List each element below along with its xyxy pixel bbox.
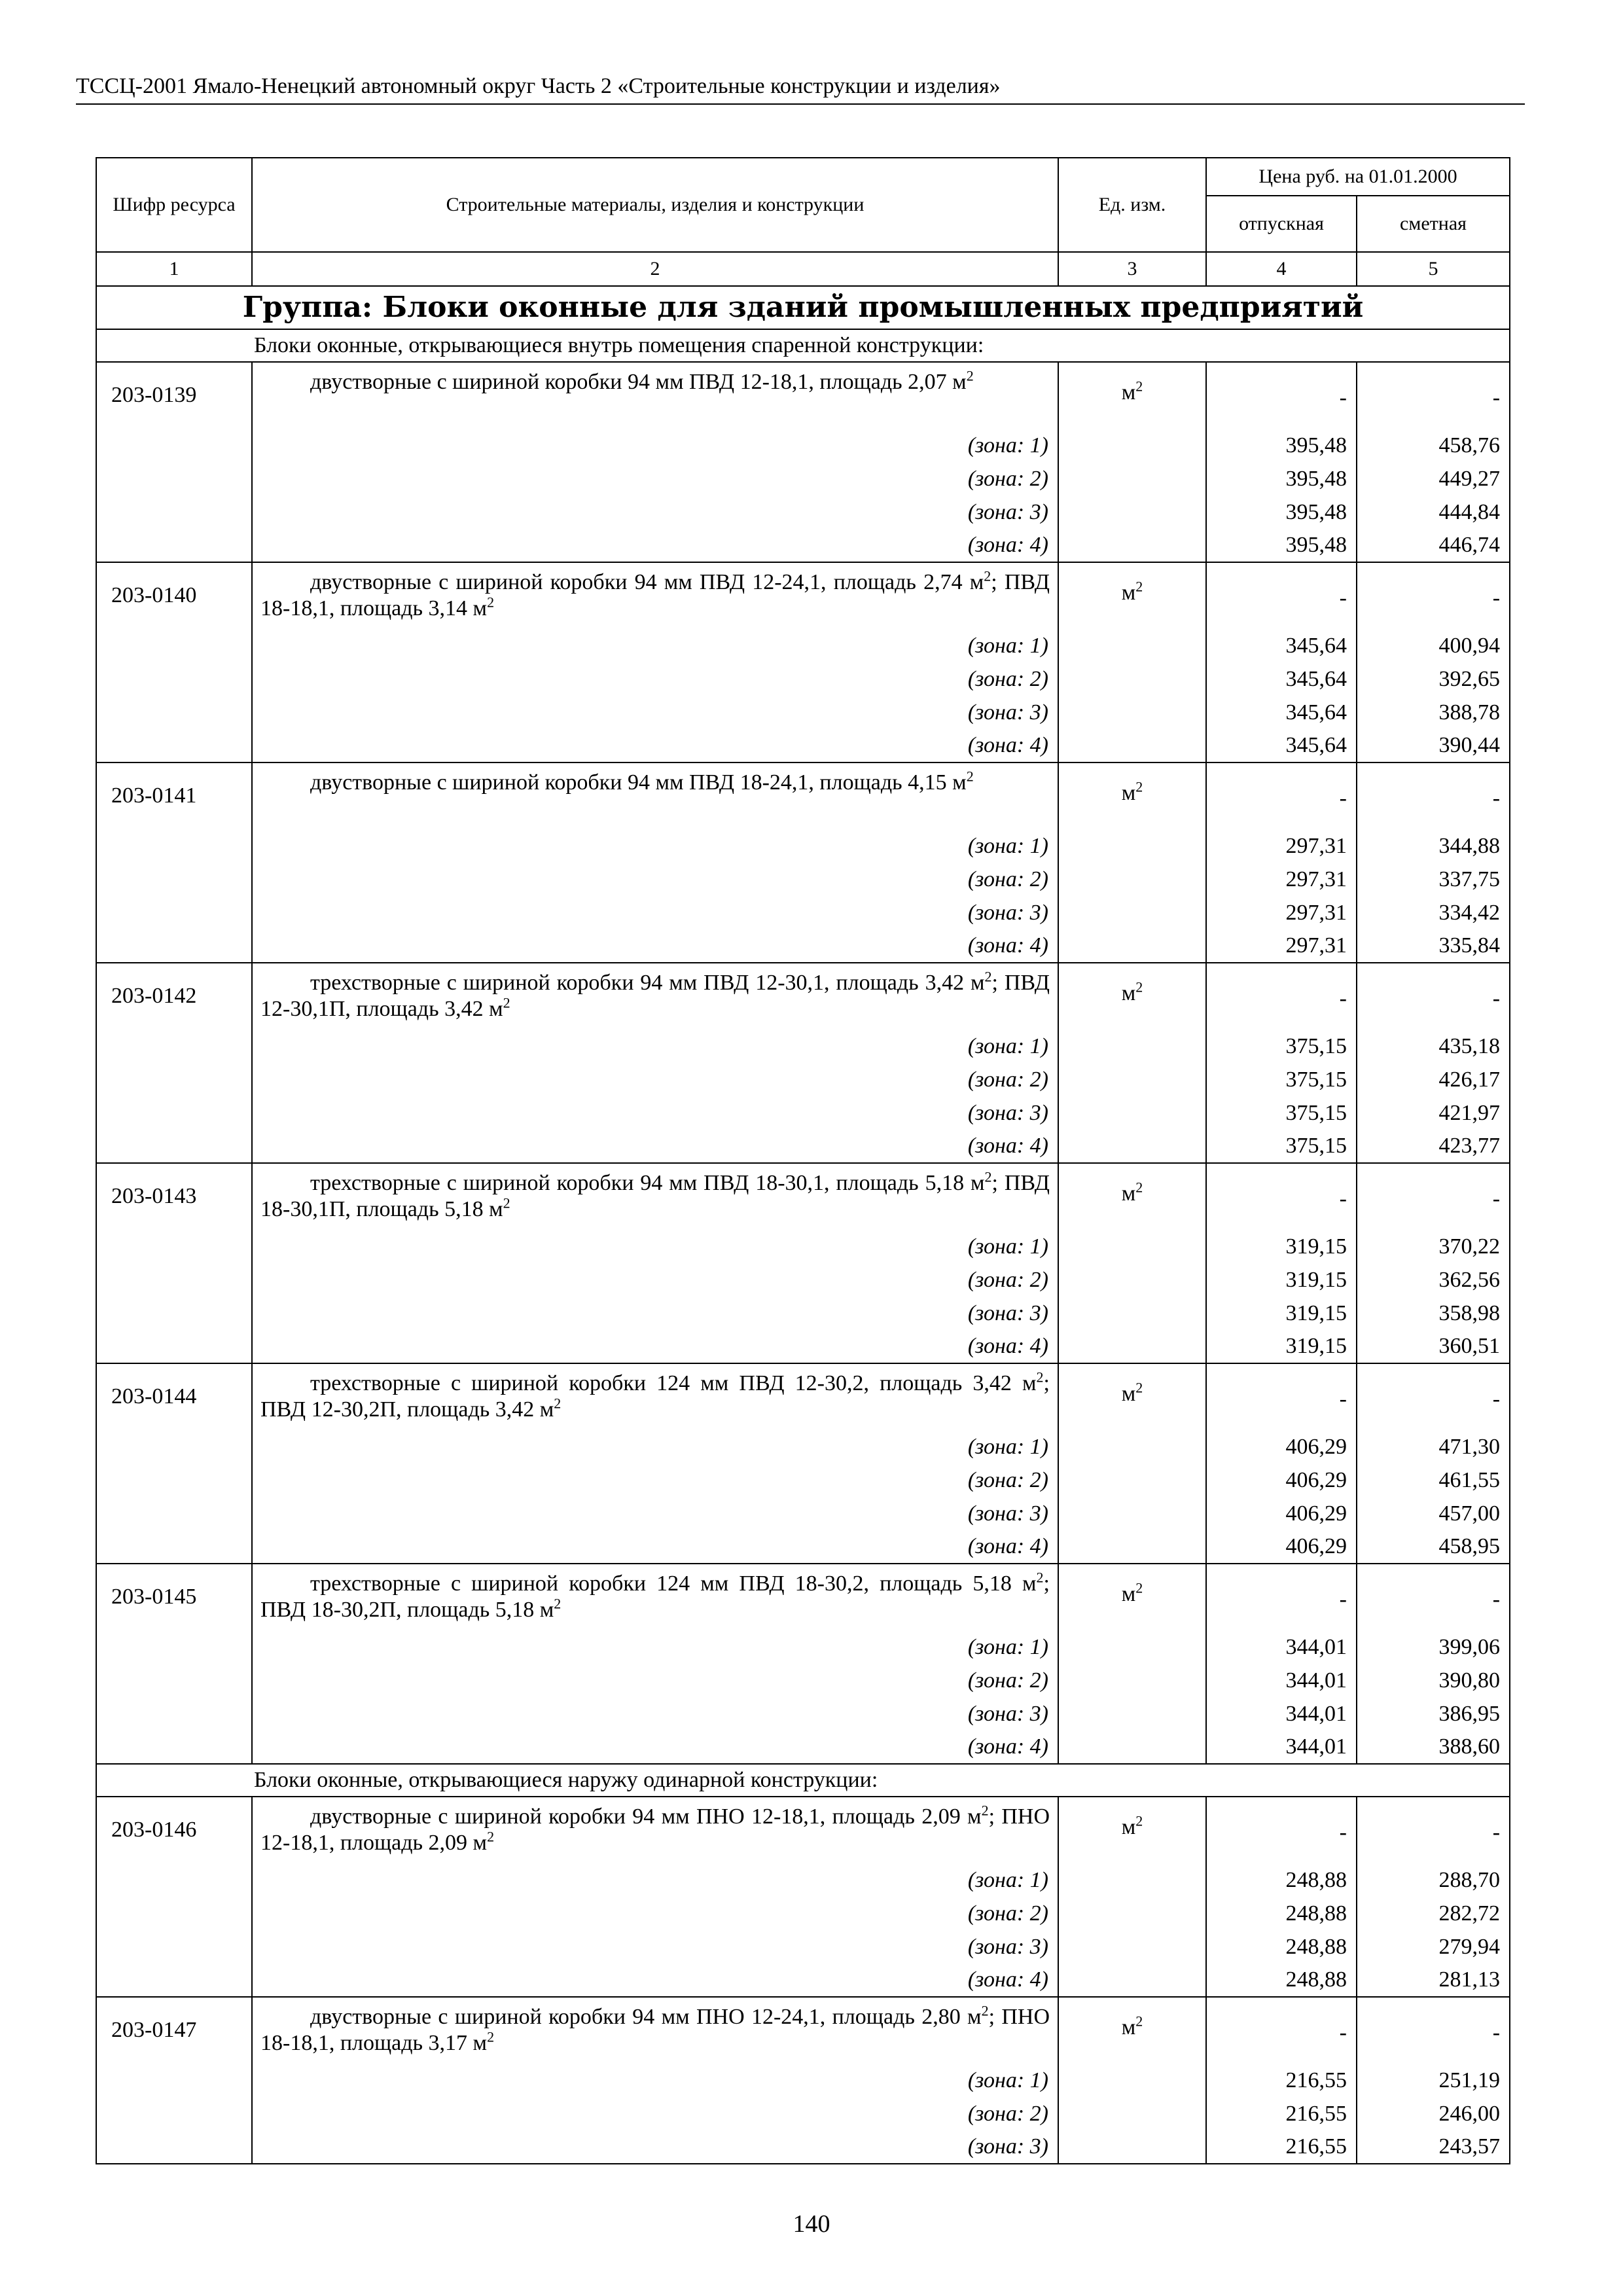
estimate-price: 392,65 <box>1357 662 1510 696</box>
zone-label: (зона: 1) <box>252 429 1058 462</box>
zone-row <box>96 529 1510 562</box>
release-price: - <box>1206 963 1357 1030</box>
release-price: 319,15 <box>1206 1330 1357 1363</box>
header-unit: Ед. изм. <box>1058 158 1206 252</box>
estimate-price: 388,78 <box>1357 696 1510 729</box>
header-code: Шифр ресурса <box>96 158 252 252</box>
zone-row <box>96 929 1510 963</box>
item-description: трехстворные с шириной коробки 94 мм ПВД 18-30,1, площадь 5,18 $м^2$; ПВД 18-30,1П, площадь 5,18 $м^2$ <box>252 1163 1058 1230</box>
table-row <box>96 1797 1510 1863</box>
zone-label: (зона: 1) <box>252 2064 1058 2097</box>
release-price: 345,64 <box>1206 729 1357 762</box>
unit-of-measure: $м^2$ <box>1058 1797 1206 1997</box>
estimate-price: 360,51 <box>1357 1330 1510 1363</box>
subgroup-row <box>96 329 1510 362</box>
release-price: 297,31 <box>1206 929 1357 963</box>
estimate-price: - <box>1357 1797 1510 1863</box>
table-row <box>96 762 1510 829</box>
table-row <box>96 963 1510 1030</box>
estimate-price: 386,95 <box>1357 1697 1510 1731</box>
item-description: двустворные с шириной коробки 94 мм ПВД 12-24,1, площадь 2,74 $м^2$; ПВД 18-18,1, площадь 3,14 $м^2$ <box>252 562 1058 629</box>
zone-row <box>96 662 1510 696</box>
estimate-price: 388,60 <box>1357 1731 1510 1764</box>
page-number: 140 <box>793 2210 830 2238</box>
release-price: - <box>1206 1997 1357 2064</box>
unit-of-measure: $м^2$ <box>1058 762 1206 963</box>
zone-row <box>96 1330 1510 1363</box>
zone-label: (зона: 3) <box>252 1297 1058 1330</box>
zone-row <box>96 2064 1510 2097</box>
zone-label: (зона: 3) <box>252 1697 1058 1731</box>
resource-code: 203-0143 <box>96 1163 252 1363</box>
estimate-price: 390,80 <box>1357 1664 1510 1697</box>
header-release-price: отпускная <box>1206 196 1357 252</box>
estimate-price: 471,30 <box>1357 1430 1510 1463</box>
zone-row <box>96 1930 1510 1964</box>
zone-row <box>96 629 1510 662</box>
zone-label: (зона: 3) <box>252 1096 1058 1130</box>
column-number: 3 <box>1058 252 1206 286</box>
header-name: Строительные материалы, изделия и конструкции <box>252 158 1058 252</box>
release-price: 395,48 <box>1206 429 1357 462</box>
zone-label: (зона: 1) <box>252 1630 1058 1664</box>
estimate-price: 435,18 <box>1357 1030 1510 1063</box>
estimate-price: 246,00 <box>1357 2097 1510 2130</box>
estimate-price: - <box>1357 963 1510 1030</box>
estimate-price: 458,95 <box>1357 1530 1510 1564</box>
estimate-price: - <box>1357 762 1510 829</box>
estimate-price: 458,76 <box>1357 429 1510 462</box>
table-row <box>96 362 1510 429</box>
release-price: 344,01 <box>1206 1630 1357 1664</box>
column-number: 5 <box>1357 252 1510 286</box>
item-description: трехстворные с шириной коробки 124 мм ПВД 18-30,2, площадь 5,18 $м^2$; ПВД 18-30,2П, площадь 5,18 $м^2$ <box>252 1564 1058 1630</box>
estimate-price: 446,74 <box>1357 529 1510 562</box>
zone-row <box>96 2097 1510 2130</box>
estimate-price: - <box>1357 562 1510 629</box>
zone-row <box>96 1530 1510 1564</box>
zone-label: (зона: 2) <box>252 1664 1058 1697</box>
zone-row <box>96 1263 1510 1297</box>
item-description: двустворные с шириной коробки 94 мм ПВД 18-24,1, площадь 4,15 $м^2$ <box>252 762 1058 829</box>
zone-label: (зона: 1) <box>252 629 1058 662</box>
zone-row <box>96 896 1510 929</box>
item-description: двустворные с шириной коробки 94 мм ПНО 12-24,1, площадь 2,80 $м^2$; ПНО 18-18,1, площадь 3,17 $м^2$ <box>252 1997 1058 2064</box>
zone-row <box>96 1463 1510 1497</box>
price-table <box>96 157 1510 2164</box>
zone-label: (зона: 2) <box>252 1063 1058 1096</box>
item-description: трехстворные с шириной коробки 94 мм ПВД 12-30,1, площадь 3,42 $м^2$; ПВД 12-30,1П, площадь 3,42 $м^2$ <box>252 963 1058 1030</box>
estimate-price: 344,88 <box>1357 829 1510 863</box>
estimate-price: 444,84 <box>1357 495 1510 529</box>
zone-row <box>96 1063 1510 1096</box>
zone-label: (зона: 3) <box>252 896 1058 929</box>
zone-row <box>96 1664 1510 1697</box>
unit-of-measure: $м^2$ <box>1058 1363 1206 1564</box>
release-price: 297,31 <box>1206 829 1357 863</box>
zone-label: (зона: 1) <box>252 1230 1058 1263</box>
zone-row <box>96 462 1510 495</box>
resource-code: 203-0142 <box>96 963 252 1163</box>
zone-row <box>96 696 1510 729</box>
release-price: - <box>1206 1363 1357 1430</box>
subgroup-row <box>96 1764 1510 1797</box>
release-price: 319,15 <box>1206 1230 1357 1263</box>
release-price: 297,31 <box>1206 863 1357 896</box>
zone-label: (зона: 4) <box>252 1530 1058 1564</box>
release-price: - <box>1206 1564 1357 1630</box>
estimate-price: - <box>1357 1163 1510 1230</box>
estimate-price: 423,77 <box>1357 1130 1510 1163</box>
estimate-price: 334,42 <box>1357 896 1510 929</box>
release-price: 216,55 <box>1206 2130 1357 2164</box>
release-price: - <box>1206 562 1357 629</box>
zone-label: (зона: 4) <box>252 729 1058 762</box>
table-row <box>96 1163 1510 1230</box>
column-numbers-row <box>96 252 1510 286</box>
estimate-price: 251,19 <box>1357 2064 1510 2097</box>
release-price: 248,88 <box>1206 1964 1357 1997</box>
estimate-price: 282,72 <box>1357 1897 1510 1930</box>
zone-row <box>96 1130 1510 1163</box>
resource-code: 203-0139 <box>96 362 252 562</box>
zone-row <box>96 1863 1510 1897</box>
table-row <box>96 1997 1510 2064</box>
column-number: 2 <box>252 252 1058 286</box>
zone-label: (зона: 2) <box>252 662 1058 696</box>
release-price: 395,48 <box>1206 495 1357 529</box>
column-number: 4 <box>1206 252 1357 286</box>
release-price: 345,64 <box>1206 662 1357 696</box>
release-price: 395,48 <box>1206 529 1357 562</box>
document-header: ТССЦ-2001 Ямало-Ненецкий автономный округ Часть 2 «Строительные конструкции и изделия» <box>76 74 1001 98</box>
release-price: 375,15 <box>1206 1063 1357 1096</box>
unit-of-measure: $м^2$ <box>1058 562 1206 762</box>
zone-label: (зона: 4) <box>252 1964 1058 1997</box>
subgroup-title: Блоки оконные, открывающиеся наружу одинарной конструкции: <box>96 1764 1510 1797</box>
release-price: 344,01 <box>1206 1731 1357 1764</box>
unit-of-measure: $м^2$ <box>1058 362 1206 562</box>
estimate-price: - <box>1357 1564 1510 1630</box>
estimate-price: 461,55 <box>1357 1463 1510 1497</box>
estimate-price: 449,27 <box>1357 462 1510 495</box>
estimate-price: 358,98 <box>1357 1297 1510 1330</box>
release-price: - <box>1206 1163 1357 1230</box>
unit-of-measure: $м^2$ <box>1058 1564 1206 1764</box>
resource-code: 203-0140 <box>96 562 252 762</box>
release-price: 216,55 <box>1206 2097 1357 2130</box>
item-description: двустворные с шириной коробки 94 мм ПВД 12-18,1, площадь 2,07 $м^2$ <box>252 362 1058 429</box>
table-row <box>96 1363 1510 1430</box>
release-price: 406,29 <box>1206 1530 1357 1564</box>
estimate-price: 457,00 <box>1357 1497 1510 1530</box>
release-price: 248,88 <box>1206 1863 1357 1897</box>
item-description: двустворные с шириной коробки 94 мм ПНО 12-18,1, площадь 2,09 $м^2$; ПНО 12-18,1, площадь 2,09 $м^2$ <box>252 1797 1058 1863</box>
zone-row <box>96 863 1510 896</box>
zone-label: (зона: 4) <box>252 1731 1058 1764</box>
zone-row <box>96 1497 1510 1530</box>
zone-label: (зона: 3) <box>252 1930 1058 1964</box>
resource-code: 203-0141 <box>96 762 252 963</box>
zone-label: (зона: 1) <box>252 1030 1058 1063</box>
zone-label: (зона: 4) <box>252 1330 1058 1363</box>
zone-label: (зона: 4) <box>252 529 1058 562</box>
zone-row <box>96 429 1510 462</box>
release-price: 406,29 <box>1206 1430 1357 1463</box>
zone-label: (зона: 2) <box>252 1463 1058 1497</box>
zone-label: (зона: 1) <box>252 1863 1058 1897</box>
header-price: Цена руб. на 01.01.2000 <box>1206 158 1510 196</box>
estimate-price: - <box>1357 362 1510 429</box>
zone-row <box>96 829 1510 863</box>
table-row <box>96 562 1510 629</box>
zone-label: (зона: 2) <box>252 2097 1058 2130</box>
release-price: 406,29 <box>1206 1463 1357 1497</box>
release-price: 345,64 <box>1206 696 1357 729</box>
zone-label: (зона: 2) <box>252 1897 1058 1930</box>
release-price: - <box>1206 362 1357 429</box>
estimate-price: 288,70 <box>1357 1863 1510 1897</box>
zone-row <box>96 1697 1510 1731</box>
estimate-price: 370,22 <box>1357 1230 1510 1263</box>
item-description: трехстворные с шириной коробки 124 мм ПВД 12-30,2, площадь 3,42 $м^2$; ПВД 12-30,2П, площадь 3,42 $м^2$ <box>252 1363 1058 1430</box>
release-price: 375,15 <box>1206 1096 1357 1130</box>
estimate-price: - <box>1357 1363 1510 1430</box>
zone-row <box>96 1030 1510 1063</box>
unit-of-measure: $м^2$ <box>1058 963 1206 1163</box>
release-price: 216,55 <box>1206 2064 1357 2097</box>
zone-label: (зона: 3) <box>252 495 1058 529</box>
zone-row <box>96 1297 1510 1330</box>
estimate-price: 243,57 <box>1357 2130 1510 2164</box>
zone-label: (зона: 4) <box>252 929 1058 963</box>
zone-label: (зона: 2) <box>252 462 1058 495</box>
estimate-price: 400,94 <box>1357 629 1510 662</box>
zone-label: (зона: 3) <box>252 2130 1058 2164</box>
release-price: 248,88 <box>1206 1897 1357 1930</box>
zone-row <box>96 1430 1510 1463</box>
release-price: 344,01 <box>1206 1664 1357 1697</box>
release-price: 406,29 <box>1206 1497 1357 1530</box>
zone-row <box>96 1964 1510 1997</box>
resource-code: 203-0144 <box>96 1363 252 1564</box>
estimate-price: 362,56 <box>1357 1263 1510 1297</box>
unit-of-measure: $м^2$ <box>1058 1163 1206 1363</box>
estimate-price: 335,84 <box>1357 929 1510 963</box>
release-price: 375,15 <box>1206 1130 1357 1163</box>
estimate-price: - <box>1357 1997 1510 2064</box>
subgroup-title: Блоки оконные, открывающиеся внутрь помещения спаренной конструкции: <box>96 329 1510 362</box>
release-price: 344,01 <box>1206 1697 1357 1731</box>
table-body <box>96 286 1510 2164</box>
estimate-price: 281,13 <box>1357 1964 1510 1997</box>
zone-label: (зона: 4) <box>252 1130 1058 1163</box>
table-row <box>96 1564 1510 1630</box>
zone-label: (зона: 3) <box>252 696 1058 729</box>
zone-label: (зона: 1) <box>252 1430 1058 1463</box>
estimate-price: 426,17 <box>1357 1063 1510 1096</box>
estimate-price: 337,75 <box>1357 863 1510 896</box>
release-price: 319,15 <box>1206 1297 1357 1330</box>
zone-row <box>96 495 1510 529</box>
estimate-price: 279,94 <box>1357 1930 1510 1964</box>
release-price: 297,31 <box>1206 896 1357 929</box>
release-price: 319,15 <box>1206 1263 1357 1297</box>
zone-row <box>96 1731 1510 1764</box>
zone-row <box>96 729 1510 762</box>
column-number: 1 <box>96 252 252 286</box>
header-estimate-price: сметная <box>1357 196 1510 252</box>
estimate-price: 390,44 <box>1357 729 1510 762</box>
resource-code: 203-0146 <box>96 1797 252 1997</box>
unit-of-measure: $м^2$ <box>1058 1997 1206 2164</box>
release-price: 345,64 <box>1206 629 1357 662</box>
group-title: Группа: Блоки оконные для зданий промышленных предприятий <box>96 286 1510 329</box>
zone-row <box>96 1897 1510 1930</box>
zone-row <box>96 1230 1510 1263</box>
resource-code: 203-0147 <box>96 1997 252 2164</box>
estimate-price: 421,97 <box>1357 1096 1510 1130</box>
zone-row <box>96 2130 1510 2164</box>
zone-row <box>96 1096 1510 1130</box>
estimate-price: 399,06 <box>1357 1630 1510 1664</box>
header-rule <box>76 103 1525 105</box>
release-price: 395,48 <box>1206 462 1357 495</box>
resource-code: 203-0145 <box>96 1564 252 1764</box>
zone-row <box>96 1630 1510 1664</box>
release-price: - <box>1206 1797 1357 1863</box>
zone-label: (зона: 3) <box>252 1497 1058 1530</box>
zone-label: (зона: 2) <box>252 1263 1058 1297</box>
release-price: - <box>1206 762 1357 829</box>
zone-label: (зона: 1) <box>252 829 1058 863</box>
release-price: 248,88 <box>1206 1930 1357 1964</box>
release-price: 375,15 <box>1206 1030 1357 1063</box>
zone-label: (зона: 2) <box>252 863 1058 896</box>
